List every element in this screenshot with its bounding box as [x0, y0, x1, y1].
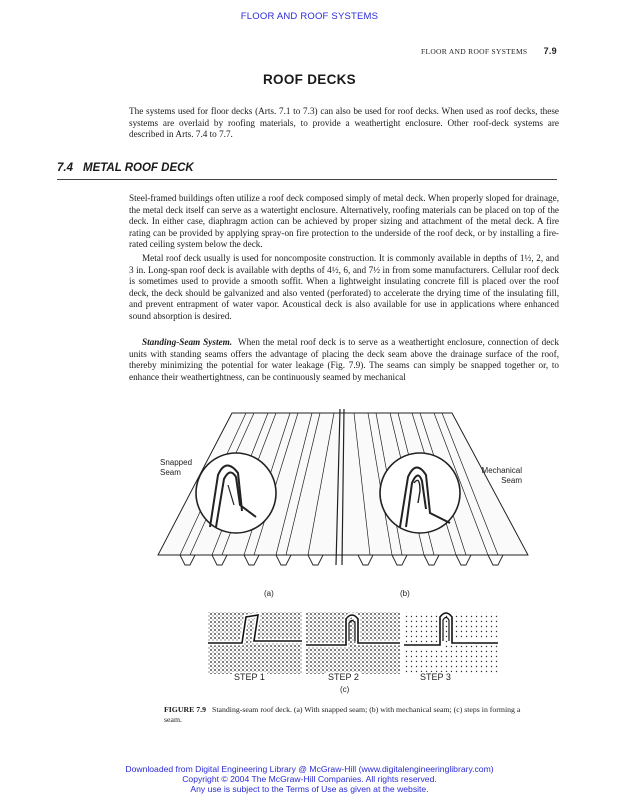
running-head — [421, 46, 557, 56]
standing-seam-run-in: Standing-Seam System. — [142, 337, 233, 347]
body-paragraph-2: Metal roof deck usually is used for noncomposite construction. It is commonly available in depths of 1½, 2, and 3 in. Long-span roof deck is available with depths of 4½, 6, and 7½ in from some manufacturers. Cellular roof deck is sometimes used to provide a smooth soffit. When a lightweight insulating concrete fill is placed over the roof deck, the deck should be galvanized and also vented (perforated) to accelerate the drying time of the insulating fill, and prevent entrapment of water vapor. Acoustical deck is also available for use in applications where enhanced sound absorption is desired. — [129, 253, 559, 321]
figure-caption — [164, 705, 528, 725]
page-number: 7.9 — [543, 46, 557, 56]
step-3-label: STEP 3 — [420, 672, 451, 682]
footer — [0, 764, 619, 794]
footer-copyright: Copyright © 2004 The McGraw-Hill Companies. All rights reserved. — [182, 774, 437, 784]
footer-download-link[interactable]: Downloaded from Digital Engineering Library @ McGraw-Hill (www.digitalengineeringlibrary.com) — [125, 764, 494, 774]
subsection-title: METAL ROOF DECK — [83, 162, 194, 174]
mechanical-seam-detail — [380, 453, 460, 533]
step-2-drawing — [306, 612, 400, 674]
caption-lead: FIGURE 7.9 — [164, 705, 207, 714]
mechanical-seam-label: Mechanical Seam — [481, 466, 522, 485]
step-3-drawing — [404, 612, 498, 674]
caption-text: Standing-seam roof deck. (a) With snapped seam; (b) with mechanical seam; (c) steps in forming a seam. — [164, 705, 521, 724]
step-1-label: STEP 1 — [234, 672, 265, 682]
standing-seam-paragraph — [129, 337, 559, 383]
figure-label-a: (a) — [264, 589, 274, 598]
section-title: ROOF DECKS — [262, 72, 356, 87]
running-head-text: FLOOR AND ROOF SYSTEMS — [420, 47, 528, 56]
figure-label-c: (c) — [340, 685, 350, 694]
snapped-seam-label: Snapped Seam — [160, 458, 193, 477]
step-2-label: STEP 2 — [328, 672, 359, 682]
standing-seam-text: When the metal roof deck is to serve as a weathertight enclosure, connection of deck units with standing seams offers the advantage of placing the deck seam above the drainage surface of the roof, thereby minimizing the potential for water leakage (Fig. 7.9). The seams can simply be snapped together or, to enhance their weathertightness, can be continuously seamed by mechanical — [129, 337, 559, 382]
subsection-heading — [57, 162, 557, 180]
top-banner: FLOOR AND ROOF SYSTEMS — [240, 11, 379, 22]
subsection-number: 7.4 — [57, 162, 73, 174]
footer-terms: Any use is subject to the Terms of Use as given at the website. — [190, 784, 429, 794]
intro-paragraph: The systems used for floor decks (Arts. 7.1 to 7.3) can also be used for roof decks. When used as roof decks, these systems are overlaid by roofing materials, to provide a weathertight enclosure. Other roof-deck systems are described in Arts. 7.4 to 7.7. — [129, 106, 559, 140]
figure-7-9-illustration — [150, 405, 530, 695]
body-paragraph-1: Steel-framed buildings often utilize a roof deck composed simply of metal deck. When properly sloped for drainage, the metal deck itself can serve as a watertight enclosure. Alternatively, roofing materials can be placed on top of the deck. In either case, diaphragm action can be achieved by proper sizing and attachment of the metal deck. A fire rating can be provided by applying spray-on fire protection to the underside of the roof deck, or by installing a fire-rated ceiling system below the deck. — [129, 193, 559, 250]
figure-label-b: (b) — [400, 589, 410, 598]
step-1-drawing — [208, 612, 302, 674]
